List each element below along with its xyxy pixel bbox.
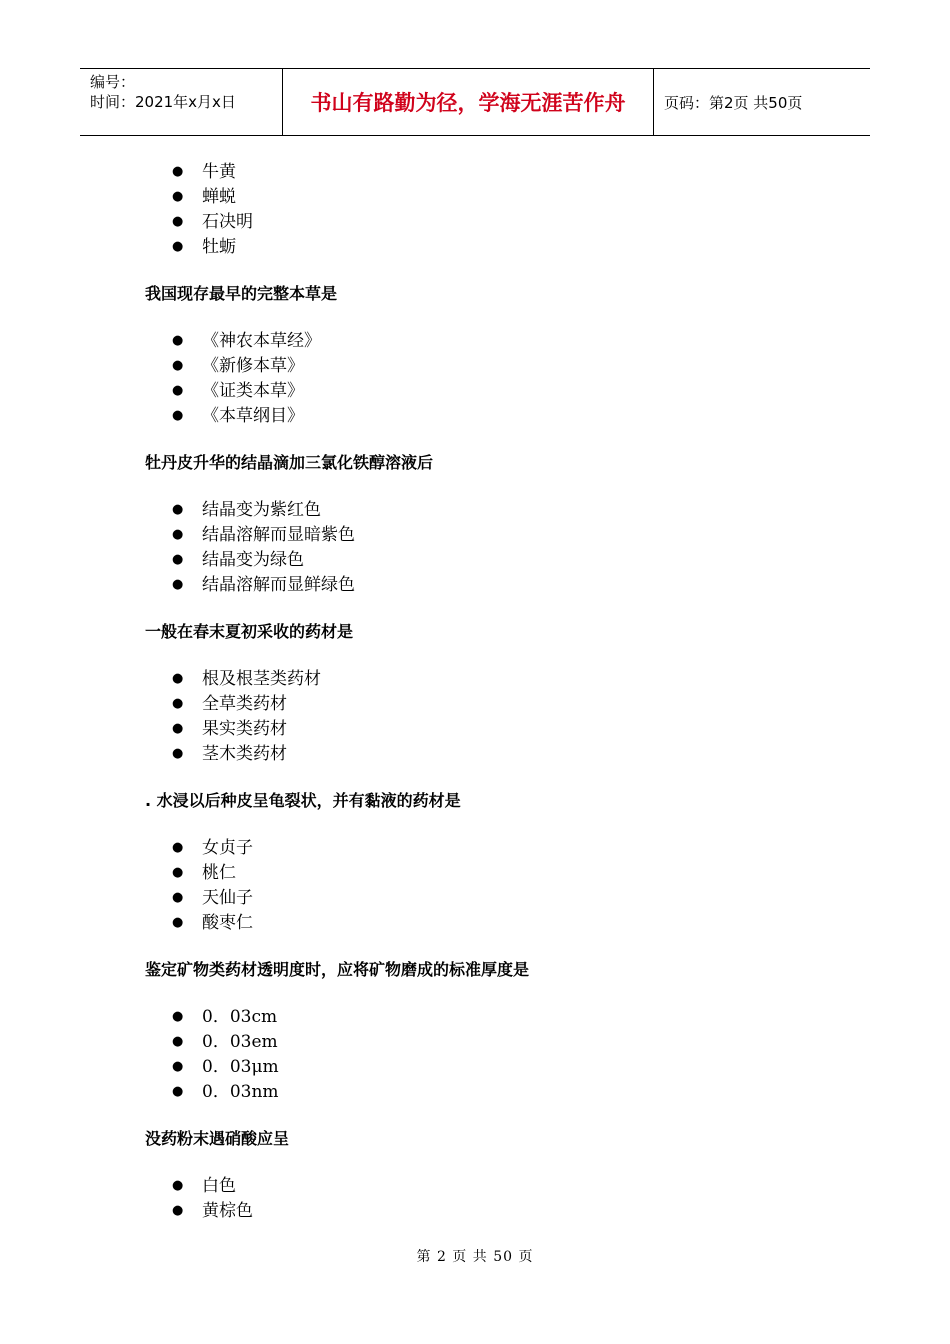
option-item: ● 《新修本草》: [172, 356, 304, 376]
bullet-icon: ●: [172, 671, 184, 686]
option-item: ● 牡蛎: [172, 237, 236, 257]
bullet-icon: ●: [172, 890, 184, 905]
option-item: ● 《神农本草经》: [172, 331, 321, 351]
bullet-icon: ●: [172, 358, 184, 373]
option-item: ● 石决明: [172, 212, 253, 232]
option-item: ● 茎木类药材: [172, 744, 287, 764]
motto-text: 书山有路勤为径，学海无涯苦作舟: [310, 91, 626, 115]
option-item: ● 结晶变为绿色: [172, 550, 304, 570]
header-right-cell: [654, 69, 870, 135]
option-item: ● 蝉蜕: [172, 187, 236, 207]
option-item: ● 0．03μm: [172, 1057, 279, 1077]
option-item: ● 牛黄: [172, 162, 236, 182]
number-label: 编号：: [90, 73, 136, 91]
bullet-icon: ●: [172, 527, 184, 542]
option-item: ● 白色: [172, 1176, 236, 1196]
bullet-icon: ●: [172, 1178, 184, 1193]
bullet-icon: ●: [172, 1034, 184, 1049]
question-text: 没药粉末遇硝酸应呈: [145, 1129, 290, 1148]
question-text: . 水浸以后种皮呈龟裂状，并有黏液的药材是: [145, 791, 461, 810]
bullet-icon: ●: [172, 746, 184, 761]
option-item: ● 结晶溶解而显暗紫色: [172, 525, 355, 545]
option-item: ● 根及根茎类药材: [172, 669, 321, 689]
header-left-cell: [80, 69, 282, 135]
option-item: ● 结晶溶解而显鲜绿色: [172, 575, 355, 595]
option-item: ● 0．03em: [172, 1032, 278, 1052]
option-item: ● 果实类药材: [172, 719, 287, 739]
bullet-icon: ●: [172, 164, 184, 179]
option-item: ● 酸枣仁: [172, 913, 253, 933]
bullet-icon: ●: [172, 383, 184, 398]
page-header: [80, 68, 870, 136]
option-item: ● 《本草纲目》: [172, 406, 304, 426]
option-item: ● 结晶变为紫红色: [172, 500, 321, 520]
bullet-icon: ●: [172, 915, 184, 930]
option-item: ● 0．03cm: [172, 1007, 278, 1027]
option-item: ● 桃仁: [172, 863, 236, 883]
option-item: ● 黄棕色: [172, 1201, 253, 1221]
bullet-icon: ●: [172, 1009, 184, 1024]
bullet-icon: ●: [172, 1084, 184, 1099]
page-footer: 第 2 页 共 50 页: [416, 1249, 534, 1265]
header-middle-cell: [282, 69, 654, 135]
time-label: 时间：2021年x月x日: [90, 93, 236, 111]
option-item: ● 女贞子: [172, 838, 253, 858]
option-item: ● 天仙子: [172, 888, 253, 908]
option-item: ● 全草类药材: [172, 694, 287, 714]
bullet-icon: ●: [172, 189, 184, 204]
bullet-icon: ●: [172, 840, 184, 855]
bullet-icon: ●: [172, 696, 184, 711]
bullet-icon: ●: [172, 214, 184, 229]
question-text: 我国现存最早的完整本草是: [145, 284, 338, 303]
bullet-icon: ●: [172, 552, 184, 567]
bullet-icon: ●: [172, 865, 184, 880]
bullet-icon: ●: [172, 1059, 184, 1074]
option-item: ● 0．03nm: [172, 1082, 279, 1102]
question-text: 一般在春末夏初采收的药材是: [145, 622, 354, 641]
bullet-icon: ●: [172, 333, 184, 348]
bullet-icon: ●: [172, 239, 184, 254]
bullet-icon: ●: [172, 502, 184, 517]
option-item: ● 《证类本草》: [172, 381, 304, 401]
page-label: 页码：第2页 共50页: [664, 93, 803, 112]
bullet-icon: ●: [172, 1203, 184, 1218]
question-text: 牡丹皮升华的结晶滴加三氯化铁醇溶液后: [145, 453, 434, 472]
bullet-icon: ●: [172, 577, 184, 592]
bullet-icon: ●: [172, 721, 184, 736]
question-text: 鉴定矿物类药材透明度时，应将矿物磨成的标准厚度是: [145, 960, 530, 979]
bullet-icon: ●: [172, 408, 184, 423]
